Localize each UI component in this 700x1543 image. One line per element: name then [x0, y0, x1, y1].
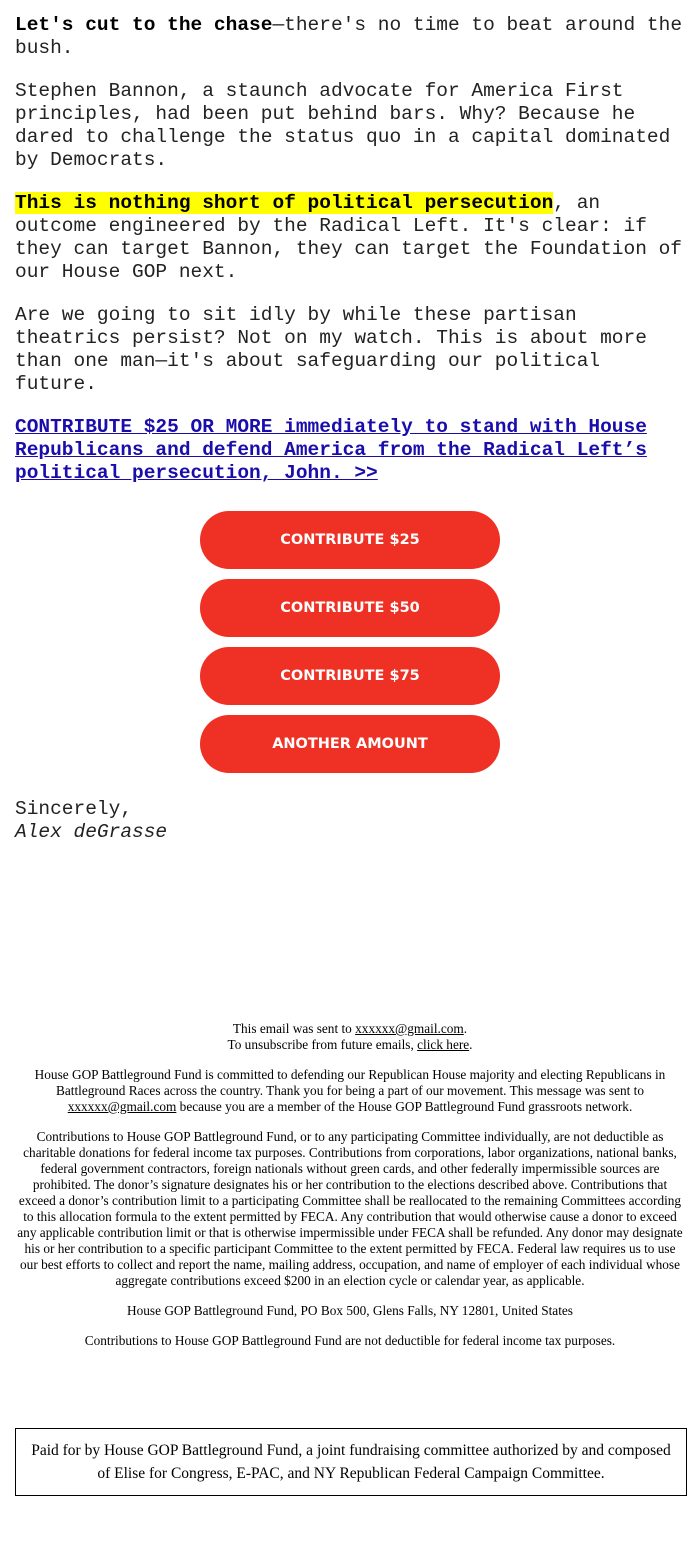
tax-note: Contributions to House GOP Battleground Fund are not deductible for federal income tax purposes.: [84, 1333, 616, 1348]
contribute-50-button[interactable]: CONTRIBUTE $50: [200, 579, 500, 637]
persecution-paragraph: [15, 192, 685, 284]
unsubscribe-link[interactable]: click here: [417, 1037, 470, 1052]
unsubscribe-prefix: To unsubscribe from future emails,: [227, 1037, 418, 1052]
contribute-25-button[interactable]: CONTRIBUTE $25: [200, 511, 500, 569]
intro-text: —there's no time to beat around the bush.: [15, 14, 683, 59]
email-body: [15, 14, 685, 505]
cta-paragraph: [15, 416, 685, 485]
about-text-2: because you are a member of the House GOP Battleground Fund grassroots network.: [176, 1099, 633, 1114]
footer: [15, 1021, 685, 1363]
sent-to-prefix: This email was sent to: [232, 1021, 356, 1036]
mailing-address: House GOP Battleground Fund, PO Box 500, Glens Falls, NY 12801, United States: [127, 1303, 573, 1318]
sent-to-notice: [15, 1021, 685, 1053]
signoff-text: Sincerely,: [15, 798, 133, 820]
persecution-text: , an outcome engineered by the Radical Left. It's clear: if they can target Bannon, they can target the Foundation of our House GOP next.: [15, 192, 683, 283]
unsubscribe-suffix: .: [469, 1037, 473, 1052]
highlighted-text: This is nothing short of political persecution: [15, 192, 554, 214]
about-email-link[interactable]: xxxxxx@gmail.com: [67, 1099, 177, 1114]
about-paragraph: [15, 1067, 685, 1115]
intro-bold-text: Let's cut to the chase: [15, 14, 273, 36]
contribute-link[interactable]: CONTRIBUTE $25 OR MORE immediately to stand with House Republicans and defend America from the Radical Left’s political persecution, John. >>: [15, 416, 647, 484]
paid-for-disclaimer: Paid for by House GOP Battleground Fund, a joint fundraising committee authorized by and composed of Elise for Congress, E-PAC, and NY Republican Federal Campaign Committee.: [15, 1428, 687, 1496]
intro-paragraph: [15, 14, 685, 60]
contribution-buttons: [200, 511, 500, 783]
another-amount-button[interactable]: ANOTHER AMOUNT: [200, 715, 500, 773]
call-paragraph: Are we going to sit idly by while these partisan theatrics persist? Not on my watch. This is about more than one man—it's about safeguarding our political future.: [15, 304, 647, 395]
signer-name: Alex deGrasse: [15, 821, 168, 843]
recipient-email-link[interactable]: xxxxxx@gmail.com: [355, 1021, 464, 1036]
bannon-paragraph: Stephen Bannon, a staunch advocate for America First principles, had been put behind bars. Why? Because he dared to challenge the status quo in a capital dominated by Democrats.: [15, 80, 671, 171]
legal-disclaimer: Contributions to House GOP Battleground Fund, or to any participating Committee individually, are not deductible as charitable donations for federal income tax purposes. Contributions from corporations, labor organizations, national banks, federal government contractors, foreign nationals without green cards, and other federally impermissible sources are prohibited. The donor’s signature designates his or her contribution to the elections described above. Contributions that exceed a donor’s contribution limit to a participating Committee shall be reallocated to the remaining Committees according to this allocation formula to the extent permitted by FECA. Any contribution that would otherwise cause a donor to exceed any applicable contribution limit or that is otherwise impermissible under FECA shall be refunded. Any donor may designate his or her contribution to a specific participant Committee to the extent permitted by FECA. Federal law requires us to use our best efforts to collect and report the name, mailing address, occupation, and name of employer of each individual whose aggregate contributions exceed $200 in an election cycle or calendar year, as applicable.: [17, 1129, 683, 1288]
about-text-1: House GOP Battleground Fund is committed to defending our Republican House majority and electing Republicans in Battleground Races across the country. Thank you for being a part of our movement. This message was sent to: [34, 1067, 666, 1098]
signoff: [15, 798, 167, 844]
sent-to-suffix: .: [463, 1021, 468, 1036]
contribute-75-button[interactable]: CONTRIBUTE $75: [200, 647, 500, 705]
